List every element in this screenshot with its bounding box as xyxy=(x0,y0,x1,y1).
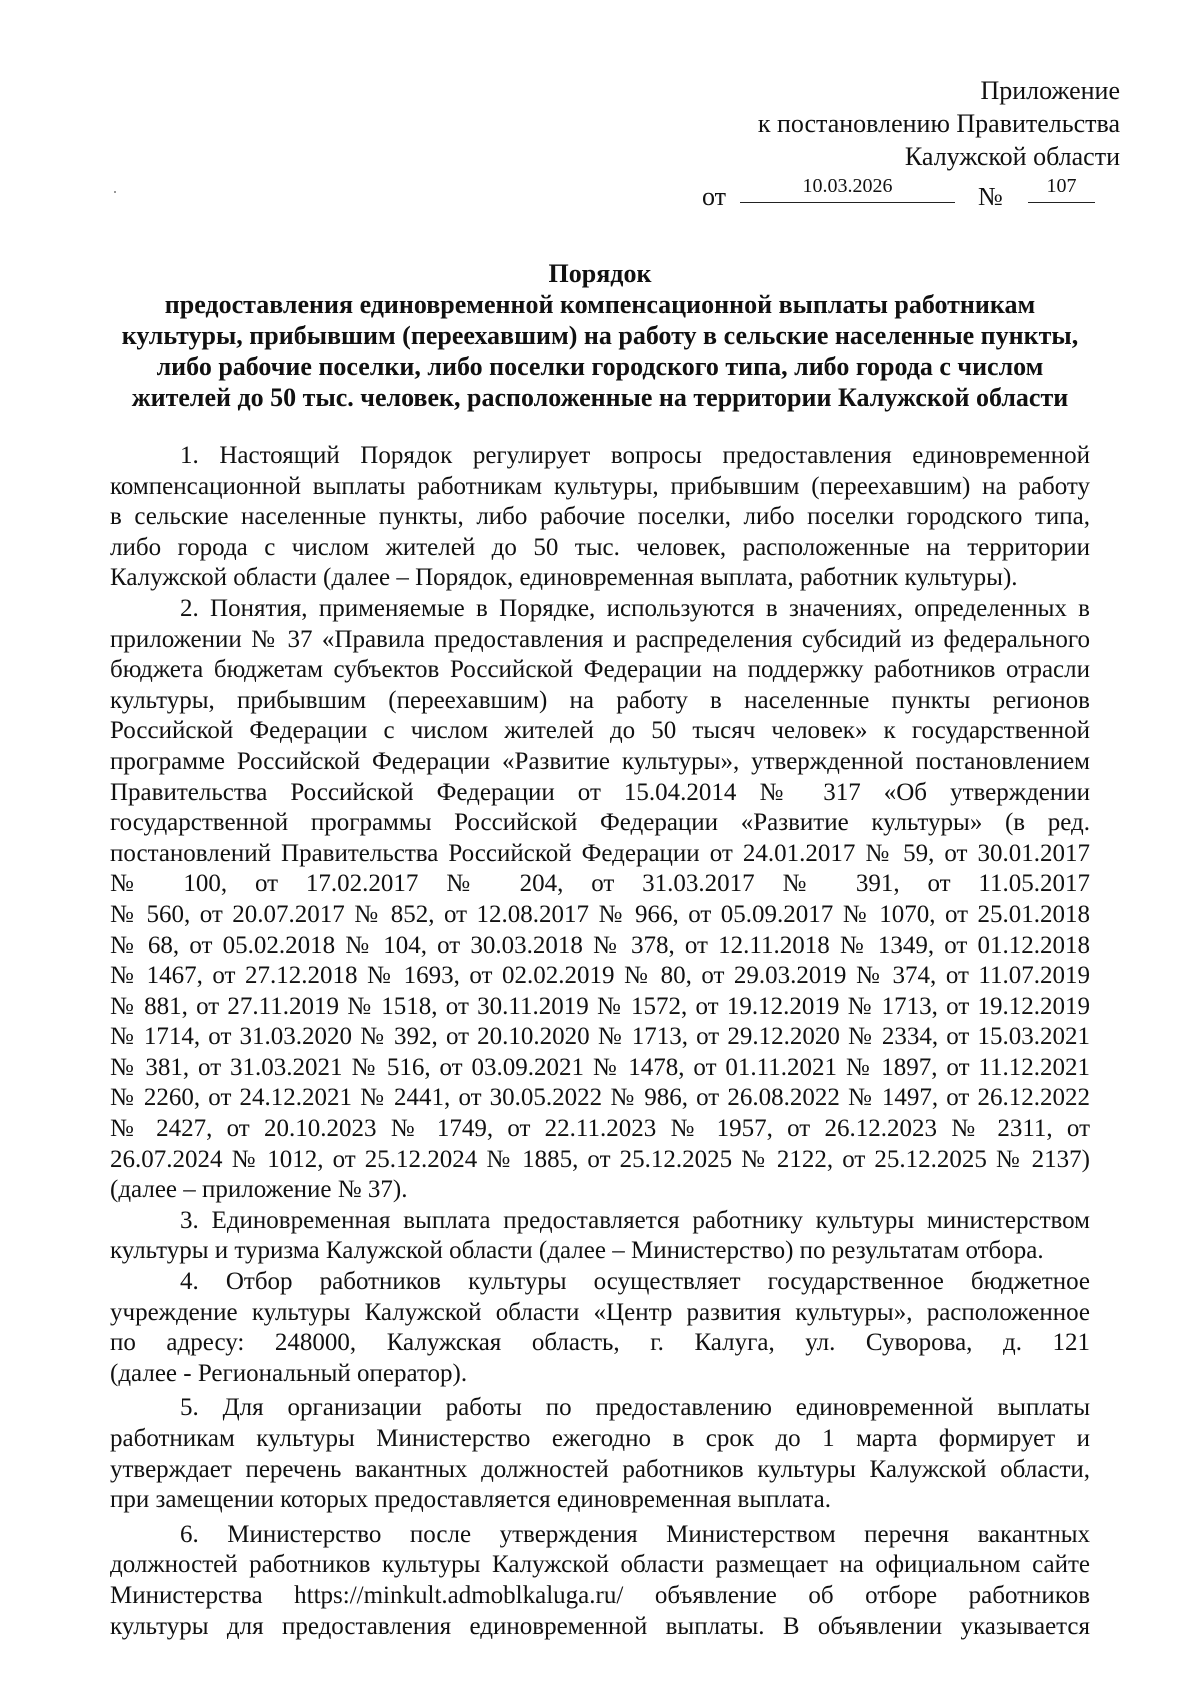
paragraph-3 xyxy=(110,1206,1090,1267)
text-line: 6. Министерство после утверждения Министерством перечня вакантных xyxy=(180,1520,1090,1548)
title-line: жителей до 50 тыс. человек, расположенные на территории Калужской области xyxy=(131,383,1069,412)
appendix-label: Приложение xyxy=(980,76,1120,105)
text-line: № 1467, от 27.12.2018 № 1693, от 02.02.2019 № 80, от 29.03.2019 № 374, от 11.07.2019 xyxy=(110,962,1090,990)
paragraph-2 xyxy=(110,594,1090,1206)
title-line: культуры, прибывшим (переехавшим) на работу в сельские населенные пункты, xyxy=(121,321,1079,350)
appendix-region: Калужской области xyxy=(904,142,1120,171)
text-line: культуры и туризма Калужской области (далее – Министерство) по результатам отбора. xyxy=(110,1237,1044,1265)
text-line: № 2427, от 20.10.2023 № 1749, от 22.11.2023 № 1957, от 26.12.2023 № 2311, от xyxy=(110,1115,1090,1143)
text-line: бюджета бюджетам субъектов Российской Федерации на поддержку работников отрасли xyxy=(110,656,1090,684)
text-line: культуры, прибывшим (переехавшим) на работу в населенные пункты регионов xyxy=(110,686,1090,714)
text-line: Министерства https://minkult.admoblkaluga.ru/ объявление об отборе работников xyxy=(110,1581,1090,1609)
text-line: Правительства Российской Федерации от 15.04.2014 № 317 «Об утверждении xyxy=(110,778,1090,806)
text-line: 4. Отбор работников культуры осуществляет государственное бюджетное xyxy=(180,1268,1090,1296)
text-line: 3. Единовременная выплата предоставляется работнику культуры министерством xyxy=(180,1206,1090,1234)
text-line: № 381, от 31.03.2021 № 516, от 03.09.2021 № 1478, от 01.11.2021 № 1897, от 11.12.2021 xyxy=(110,1053,1090,1081)
text-line: должностей работников культуры Калужской области размещает на официальном сайте xyxy=(110,1551,1090,1579)
title-line: предоставления единовременной компенсационной выплаты работникам xyxy=(164,290,1036,319)
paragraph-6 xyxy=(110,1520,1090,1642)
document-body xyxy=(110,441,1090,1642)
text-line: культуры для предоставления единовременной выплаты. В объявлении указывается xyxy=(110,1612,1090,1640)
appendix-resolution: к постановлению Правительства xyxy=(757,109,1120,138)
text-line: № 560, от 20.07.2017 № 852, от 12.08.2017 № 966, от 05.09.2017 № 1070, от 25.01.2018 xyxy=(110,900,1090,928)
text-line: утверждает перечень вакантных должностей работников культуры Калужской области, xyxy=(110,1455,1090,1483)
scan-dot xyxy=(114,191,116,193)
text-line: 2. Понятия, применяемые в Порядке, используются в значениях, определенных в xyxy=(180,594,1090,622)
number-sign: № xyxy=(978,182,1003,211)
text-line: 26.07.2024 № 1012, от 25.12.2024 № 1885, от 25.12.2025 № 2122, от 25.12.2025 № 2137) xyxy=(110,1145,1090,1173)
text-line: государственной программы Российской Федерации «Развитие культуры» (в ред. xyxy=(110,809,1090,837)
text-line: Российской Федерации с числом жителей до 50 тысяч человек» к государственной xyxy=(110,717,1090,745)
text-line: либо города с числом жителей до 50 тыс. человек, расположенные на территории xyxy=(110,533,1090,561)
text-line: № 881, от 27.11.2019 № 1518, от 30.11.2019 № 1572, от 19.12.2019 № 1713, от 19.12.2019 xyxy=(110,992,1090,1020)
text-line: (далее - Региональный оператор). xyxy=(110,1359,468,1387)
appendix-header xyxy=(700,74,1120,210)
text-line: 5. Для организации работы по предоставлению единовременной выплаты xyxy=(180,1394,1090,1422)
text-line: компенсационной выплаты работникам культуры, прибывшим (переехавшим) на работу xyxy=(110,472,1090,500)
document-title xyxy=(110,258,1090,413)
text-line: приложении № 37 «Правила предоставления и распределения субсидий из федерального xyxy=(110,625,1090,653)
text-line: № 2260, от 24.12.2021 № 2441, от 30.05.2022 № 986, от 26.08.2022 № 1497, от 26.12.2022 xyxy=(110,1084,1090,1112)
paragraph-4 xyxy=(110,1267,1090,1389)
text-line: (далее – приложение № 37). xyxy=(110,1176,408,1204)
text-line: программе Российской Федерации «Развитие культуры», утвержденной постановлением xyxy=(110,747,1090,775)
title-line: Порядок xyxy=(548,259,652,288)
title-line: либо рабочие поселки, либо поселки городского типа, либо города с числом xyxy=(156,352,1044,381)
text-line: в сельские населенные пункты, либо рабочие поселки, либо поселки городского типа, xyxy=(110,503,1090,531)
date-field: 10.03.2026 xyxy=(740,174,955,203)
text-line: 1. Настоящий Порядок регулирует вопросы предоставления единовременной xyxy=(180,442,1090,469)
date-prefix: от xyxy=(702,182,727,211)
text-line: № 1714, от 31.03.2020 № 392, от 20.10.2020 № 1713, от 29.12.2020 № 2334, от 15.03.2021 xyxy=(110,1023,1090,1051)
paragraph-1 xyxy=(110,441,1090,594)
text-line: при замещении которых предоставляется единовременная выплата. xyxy=(110,1486,831,1514)
text-line: работникам культуры Министерство ежегодно в срок до 1 марта формирует и xyxy=(110,1425,1090,1452)
paragraph-5 xyxy=(110,1393,1090,1515)
text-line: учреждение культуры Калужской области «Центр развития культуры», расположенное xyxy=(110,1298,1090,1326)
text-line: постановлений Правительства Российской Федерации от 24.01.2017 № 59, от 30.01.2017 xyxy=(110,839,1090,867)
appendix-date-line xyxy=(700,174,1120,210)
text-line: Калужской области (далее – Порядок, единовременная выплата, работник культуры). xyxy=(110,564,1018,592)
text-line: № 100, от 17.02.2017 № 204, от 31.03.2017 № 391, от 11.05.2017 xyxy=(110,870,1090,898)
text-line: № 68, от 05.02.2018 № 104, от 30.03.2018 № 378, от 12.11.2018 № 1349, от 01.12.2018 xyxy=(110,931,1090,959)
number-field: 107 xyxy=(1028,174,1095,203)
text-line: по адресу: 248000, Калужская область, г. Калуга, ул. Суворова, д. 121 xyxy=(110,1329,1090,1357)
